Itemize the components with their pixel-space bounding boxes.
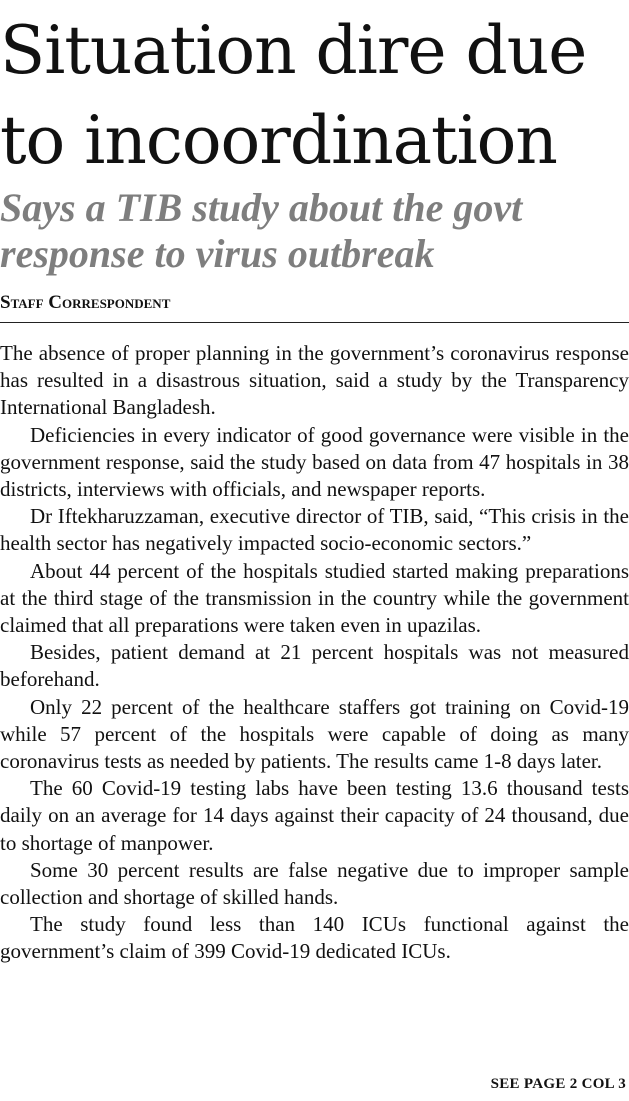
headline: Situation dire due to incoordination — [0, 12, 587, 179]
paragraph: Besides, patient demand at 21 percent hospitals was not measured beforehand. — [0, 640, 629, 692]
continuation-reference: SEE PAGE 2 COL 3 — [490, 1076, 626, 1092]
paragraph: The study found less than 140 ICUs functional against the government’s claim of 399 Covid-19 dedicated ICUs. — [0, 912, 629, 964]
paragraph: The 60 Covid-19 testing labs have been testing 13.6 thousand tests daily on an average for 14 days against their capacity of 24 thousand, due to shortage of manpower. — [0, 776, 629, 855]
paragraph: About 44 percent of the hospitals studied started making preparations at the third stage of the transmission in the country while the government claimed that all preparations were taken even in upazilas. — [0, 558, 629, 638]
paragraph: The absence of proper planning in the government’s coronavirus response has resulted in a disastrous situation, said a study by the Transparency International Bangladesh. — [0, 341, 629, 420]
article-body — [0, 340, 629, 966]
subheadline: Says a TIB study about the govt response to virus outbreak — [0, 185, 523, 276]
byline: Staff Correspondent — [0, 292, 171, 313]
paragraph: Only 22 percent of the healthcare staffers got training on Covid-19 while 57 percent of the hospitals were capable of doing as many coronavirus tests as needed by patients. The results came 1-8 days later. — [0, 694, 629, 774]
paragraph: Deficiencies in every indicator of good governance were visible in the government response, said the study based on data from 47 hospitals in 38 districts, interviews with officials, and newspaper reports. — [0, 422, 629, 502]
paragraph: Dr Iftekharuzzaman, executive director of TIB, said, “This crisis in the health sector has negatively impacted socio-economic sectors.” — [0, 504, 629, 556]
byline-divider — [0, 322, 629, 323]
paragraph: Some 30 percent results are false negative due to improper sample collection and shortage of skilled hands. — [0, 857, 629, 910]
